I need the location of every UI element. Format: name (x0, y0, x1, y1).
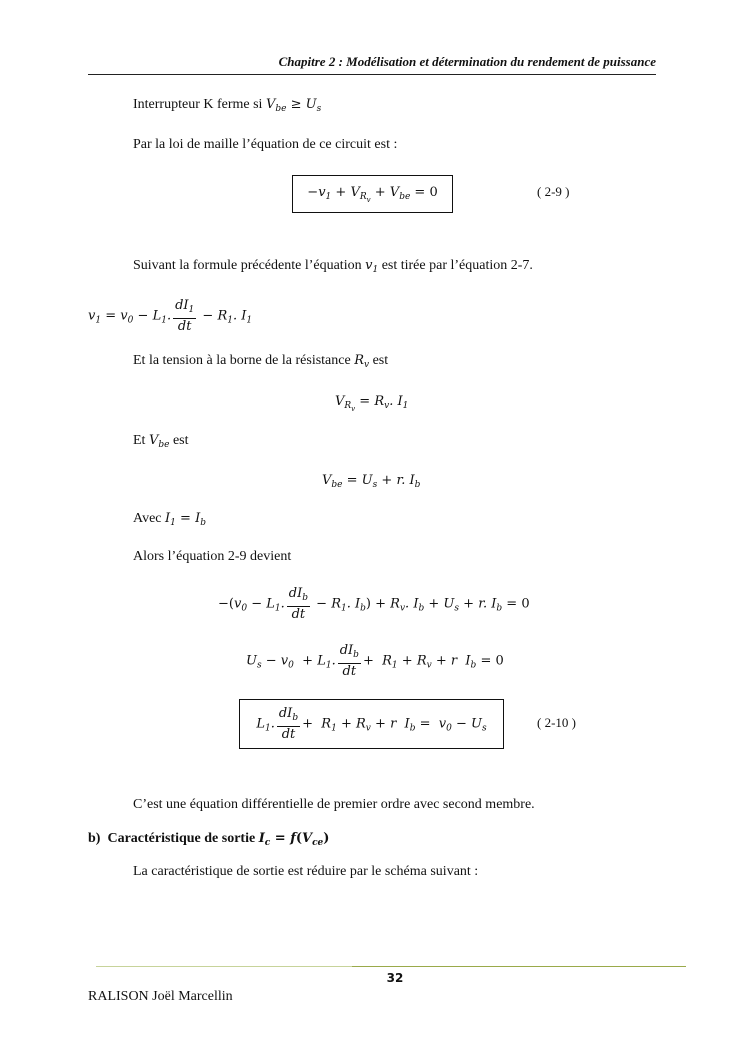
equation-expanded-2: $U_s - v_0 + L_1$. $\frac{dI_b}{dt}$ + $R_1 + R_v + r$ $I_b = 0$ (246, 643, 504, 679)
paragraph-following-formula: Suivant la formule précédente l’équation $v_1$ est tirée par l’équation 2-7. (133, 258, 533, 275)
section-b-label: b) (88, 831, 101, 846)
equation-expanded-1: $-(v_0 - L_1$. $\frac{dI_b}{dt}$ − $R_1$. $I_b) + R_v$. $I_b + U_s + r$. $I_b = 0$ (218, 586, 530, 622)
equation-2-9-number: ( 2-9 ) (537, 184, 570, 199)
paragraph-differential-equation: C’est une équation différentielle de premier ordre avec second membre. (133, 797, 535, 812)
paragraph-output-characteristic: La caractéristique de sortie est réduire par le schéma suivant : (133, 864, 479, 879)
paragraph-then: Alors l’équation 2-9 devient (133, 549, 292, 564)
paragraph-resistor-voltage: Et la tension à la borne de la résistance $R_v$ est (133, 353, 389, 370)
paragraph-vbe: Et $V_{be}$ est (133, 433, 189, 450)
running-header: Chapitre 2 : Modélisation et détermination du rendement de puissance (278, 54, 656, 69)
equation-2-10-box: $L_1$. $\frac{dI_b}{dt}$ + $R_1 + R_v + r$ $I_b = v_0 - U_s$ (239, 699, 504, 749)
equation-v1: $v_1 = v_0 - L_1$. $\frac{dI_1}{dt}$ − $R_1$. $I_1$ (88, 298, 253, 334)
section-b-title: Caractéristique de sortie (107, 831, 256, 846)
equation-2-10-number: ( 2-10 ) (537, 715, 576, 730)
paragraph-mesh-law: Par la loi de maille l’équation de ce circuit est : (133, 137, 398, 152)
switch-condition-math: $V_{be} \ge U_s$ (265, 97, 322, 114)
paragraph-switch-condition (133, 97, 321, 114)
equation-vrv: $V_{R_v} = R_v$. $I_1$ (335, 394, 409, 413)
footer-rule-left (96, 966, 352, 967)
footer-author: RALISON Joël Marcellin (88, 989, 233, 1004)
section-b-heading: b) Caractéristique de sortie $I_c = f(V_{ce})$ (88, 831, 330, 848)
equation-vbe: $V_{be} = U_s + r$. $I_b$ (322, 473, 421, 490)
footer-rule-right (352, 966, 686, 967)
page-number: 32 (386, 971, 404, 985)
switch-condition-text: Interrupteur K ferme si (133, 97, 263, 112)
header-rule (88, 74, 656, 75)
paragraph-with: Avec $I_1 = I_b$ (133, 511, 206, 528)
equation-2-9-box: $-v_1 + V_{R_v} + V_{be} = 0$ (292, 175, 453, 213)
